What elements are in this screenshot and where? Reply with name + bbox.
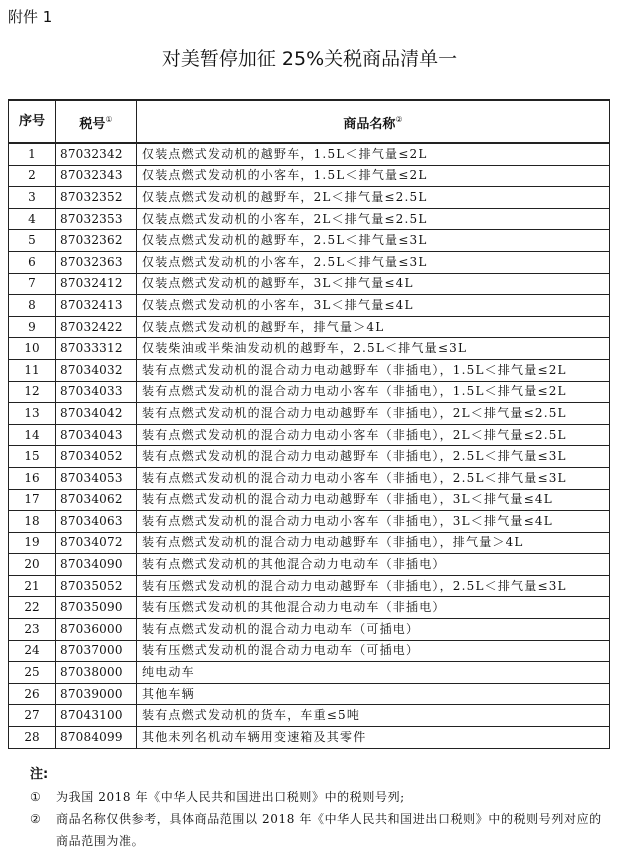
column-header-tariff-code: 税号①: [56, 100, 137, 143]
table-row: [9, 662, 610, 684]
document-title: 对美暂停加征 25%关税商品清单一: [161, 48, 458, 70]
table-row: [9, 554, 610, 576]
table-row: [9, 446, 610, 468]
table-row: [9, 705, 610, 727]
table-row: [9, 381, 610, 403]
product-name: 装有点燃式发动机的混合动力电动小客车（非插电），3L＜排气量≤4L: [137, 511, 610, 533]
row-index: 13: [9, 403, 56, 425]
tariff-code: 87033312: [56, 338, 137, 360]
row-index: 26: [9, 683, 56, 705]
note-mark: ②: [30, 812, 41, 826]
note-text: 为我国 2018 年《中华人民共和国进出口税则》中的税则号列;: [56, 790, 405, 804]
product-name: 仅装柴油或半柴油发动机的越野车，2.5L＜排气量≤3L: [137, 338, 610, 360]
column-header-product-name: 商品名称②: [137, 100, 610, 143]
row-index: 25: [9, 662, 56, 684]
table-row: [9, 424, 610, 446]
attachment-label: 附件 1: [8, 8, 53, 26]
table-row: [9, 230, 610, 252]
note-item: [30, 808, 611, 852]
table-row: [9, 467, 610, 489]
note-mark: ①: [30, 790, 41, 804]
table-row: [9, 251, 610, 273]
table-row: [9, 338, 610, 360]
tariff-code: 87043100: [56, 705, 137, 727]
row-index: 10: [9, 338, 56, 360]
row-index: 28: [9, 727, 56, 749]
row-index: 8: [9, 295, 56, 317]
row-index: 15: [9, 446, 56, 468]
tariff-code: 87036000: [56, 619, 137, 641]
table-row: [9, 273, 610, 295]
row-index: 18: [9, 511, 56, 533]
tariff-code: 87032413: [56, 295, 137, 317]
table-row: [9, 619, 610, 641]
row-index: 2: [9, 165, 56, 187]
table-row: [9, 403, 610, 425]
product-name: 纯电动车: [137, 662, 610, 684]
table-row: [9, 316, 610, 338]
table-row: [9, 208, 610, 230]
product-name: 装有压燃式发动机的混合动力电动车（可插电）: [137, 640, 610, 662]
tariff-code: 87035052: [56, 575, 137, 597]
table-row: [9, 640, 610, 662]
tariff-code: 87032353: [56, 208, 137, 230]
table-row: [9, 187, 610, 209]
footnote-mark: ①: [105, 114, 113, 124]
row-index: 21: [9, 575, 56, 597]
product-name: 装有点燃式发动机的混合动力电动越野车（非插电），2.5L＜排气量≤3L: [137, 446, 610, 468]
tariff-code: 87032412: [56, 273, 137, 295]
row-index: 12: [9, 381, 56, 403]
tariff-code: 87032342: [56, 143, 137, 165]
tariff-code: 87084099: [56, 727, 137, 749]
product-name: 仅装点燃式发动机的小客车，2.5L＜排气量≤3L: [137, 251, 610, 273]
tariff-code: 87034062: [56, 489, 137, 511]
product-name: 装有点燃式发动机的货车，车重≤5吨: [137, 705, 610, 727]
row-index: 16: [9, 467, 56, 489]
table-row: [9, 532, 610, 554]
row-index: 17: [9, 489, 56, 511]
product-name: 仅装点燃式发动机的越野车，排气量＞4L: [137, 316, 610, 338]
row-index: 5: [9, 230, 56, 252]
notes-section: [30, 764, 611, 852]
row-index: 19: [9, 532, 56, 554]
table-row: [9, 165, 610, 187]
row-index: 6: [9, 251, 56, 273]
table-row: [9, 359, 610, 381]
product-name: 装有点燃式发动机的混合动力电动越野车（非插电），3L＜排气量≤4L: [137, 489, 610, 511]
tariff-code: 87038000: [56, 662, 137, 684]
row-index: 3: [9, 187, 56, 209]
row-index: 23: [9, 619, 56, 641]
tariff-code: 87037000: [56, 640, 137, 662]
tariff-code: 87034043: [56, 424, 137, 446]
note-item: [30, 786, 611, 808]
row-index: 22: [9, 597, 56, 619]
product-name: 装有点燃式发动机的混合动力电动越野车（非插电），2L＜排气量≤2.5L: [137, 403, 610, 425]
product-name: 仅装点燃式发动机的小客车，1.5L＜排气量≤2L: [137, 165, 610, 187]
table-row: [9, 489, 610, 511]
product-name: 其他未列名机动车辆用变速箱及其零件: [137, 727, 610, 749]
tariff-code: 87034063: [56, 511, 137, 533]
table-row: [9, 575, 610, 597]
product-name: 仅装点燃式发动机的越野车，3L＜排气量≤4L: [137, 273, 610, 295]
tariff-code: 87034053: [56, 467, 137, 489]
row-index: 1: [9, 143, 56, 165]
table-row: [9, 683, 610, 705]
tariff-code: 87034042: [56, 403, 137, 425]
tariff-code: 87032422: [56, 316, 137, 338]
row-index: 27: [9, 705, 56, 727]
table-row: [9, 295, 610, 317]
tariff-code: 87034072: [56, 532, 137, 554]
row-index: 24: [9, 640, 56, 662]
product-name: 装有压燃式发动机的其他混合动力电动车（非插电）: [137, 597, 610, 619]
product-name: 装有点燃式发动机的混合动力电动小客车（非插电），2L＜排气量≤2.5L: [137, 424, 610, 446]
table-row: [9, 727, 610, 749]
tariff-code: 87034052: [56, 446, 137, 468]
product-name: 仅装点燃式发动机的越野车，2L＜排气量≤2.5L: [137, 187, 610, 209]
row-index: 7: [9, 273, 56, 295]
tariff-code: 87034033: [56, 381, 137, 403]
column-header-index: 序号: [9, 100, 56, 143]
product-name: 装有点燃式发动机的混合动力电动越野车（非插电），排气量＞4L: [137, 532, 610, 554]
tariff-code: 87032363: [56, 251, 137, 273]
notes-heading: 注:: [30, 767, 49, 782]
tariff-code: 87034090: [56, 554, 137, 576]
tariff-table: [8, 99, 610, 749]
tariff-code: 87032352: [56, 187, 137, 209]
tariff-code: 87035090: [56, 597, 137, 619]
table-row: [9, 511, 610, 533]
product-name: 装有点燃式发动机的其他混合动力电动车（非插电）: [137, 554, 610, 576]
product-name: 仅装点燃式发动机的小客车，2L＜排气量≤2.5L: [137, 208, 610, 230]
tariff-code: 87039000: [56, 683, 137, 705]
table-row: [9, 143, 610, 165]
table-header-row: [9, 100, 610, 143]
product-name: 装有点燃式发动机的混合动力电动越野车（非插电），1.5L＜排气量≤2L: [137, 359, 610, 381]
product-name: 装有点燃式发动机的混合动力电动小客车（非插电），1.5L＜排气量≤2L: [137, 381, 610, 403]
note-text: 商品名称仅供参考，具体商品范围以 2018 年《中华人民共和国进出口税则》中的税则号列对应的商品范围为准。: [56, 812, 602, 848]
row-index: 20: [9, 554, 56, 576]
product-name: 仅装点燃式发动机的小客车，3L＜排气量≤4L: [137, 295, 610, 317]
row-index: 14: [9, 424, 56, 446]
product-name: 装有压燃式发动机的混合动力电动越野车（非插电），2.5L＜排气量≤3L: [137, 575, 610, 597]
product-name: 其他车辆: [137, 683, 610, 705]
tariff-code: 87034032: [56, 359, 137, 381]
row-index: 4: [9, 208, 56, 230]
footnote-mark: ②: [395, 114, 403, 124]
product-name: 仅装点燃式发动机的越野车，1.5L＜排气量≤2L: [137, 143, 610, 165]
row-index: 9: [9, 316, 56, 338]
product-name: 仅装点燃式发动机的越野车，2.5L＜排气量≤3L: [137, 230, 610, 252]
product-name: 装有点燃式发动机的混合动力电动车（可插电）: [137, 619, 610, 641]
product-name: 装有点燃式发动机的混合动力电动小客车（非插电），2.5L＜排气量≤3L: [137, 467, 610, 489]
tariff-code: 87032343: [56, 165, 137, 187]
table-row: [9, 597, 610, 619]
tariff-code: 87032362: [56, 230, 137, 252]
row-index: 11: [9, 359, 56, 381]
